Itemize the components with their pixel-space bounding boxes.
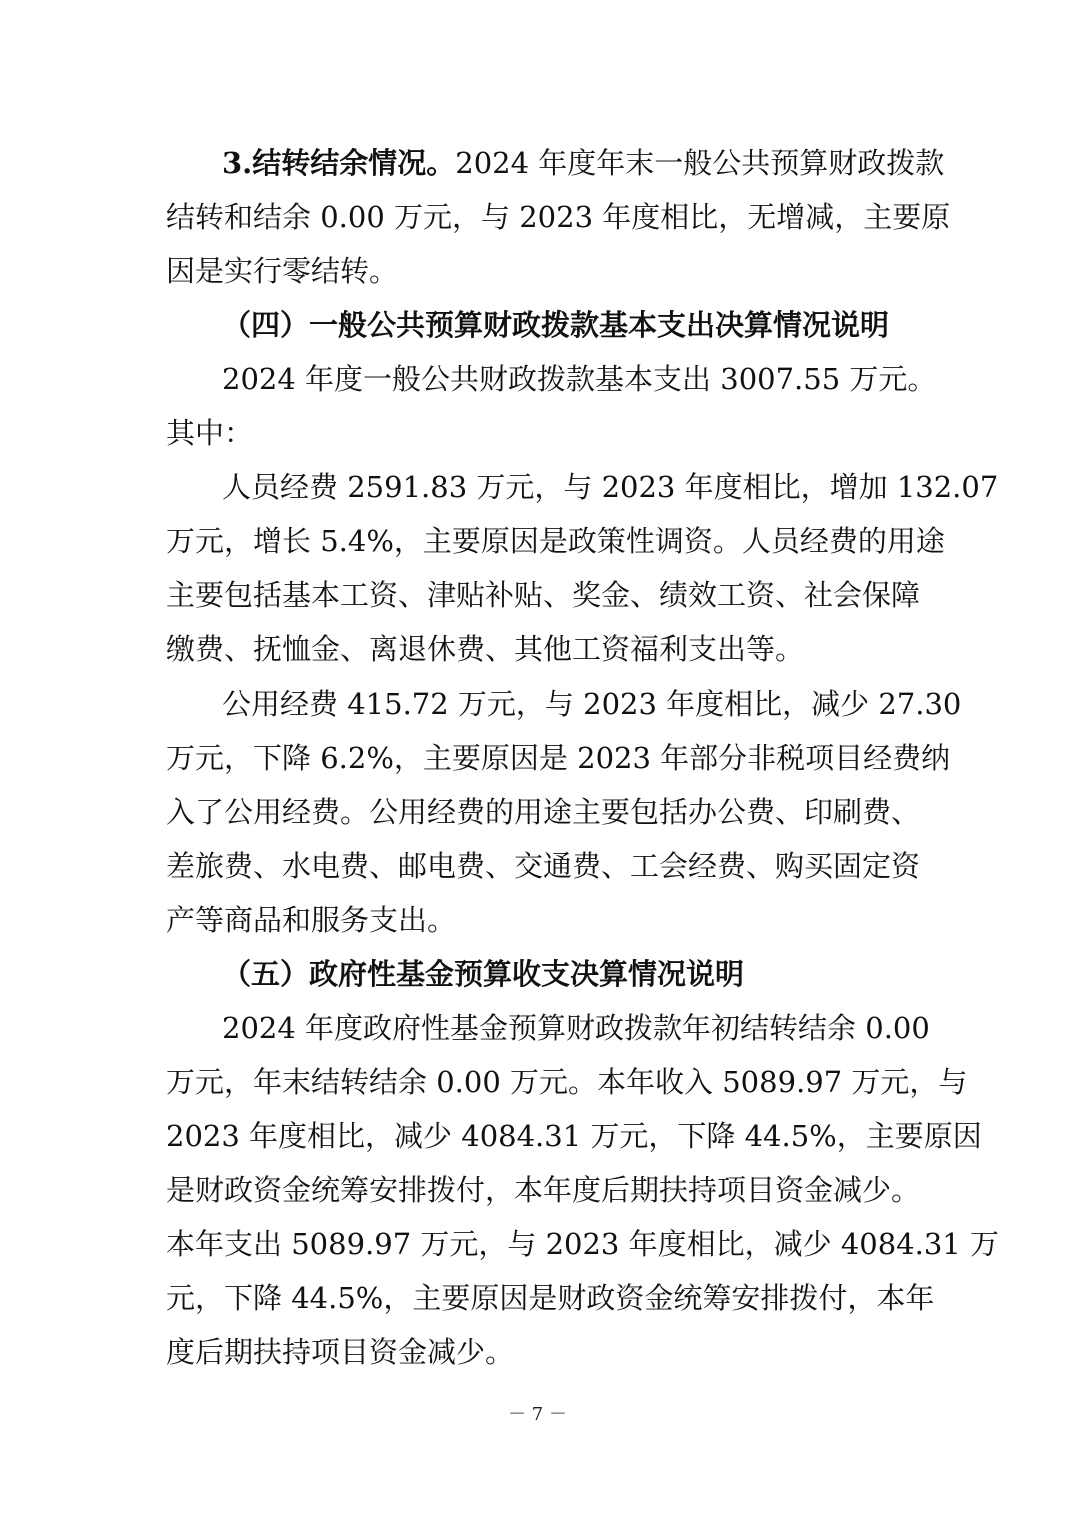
section-4-heading: （四）一般公共预算财政拨款基本支出决算情况说明 (222, 308, 890, 342)
paragraph-carryover-line-1 (222, 143, 945, 183)
section-4-intro-line-2: 其中： (166, 416, 254, 450)
public-line-5: 产等商品和服务支出。 (166, 903, 457, 937)
carryover-lead: 3.结转结余情况。 (222, 146, 456, 180)
section-5-line-7: 度后期扶持项目资金减少。 (166, 1335, 515, 1369)
public-line-2: 万元，下降 6.2%，主要原因是 2023 年部分非税项目经费纳 (166, 741, 951, 775)
personnel-line-1: 人员经费 2591.83 万元，与 2023 年度相比，增加 132.07 (222, 470, 999, 504)
section-5-heading: （五）政府性基金预算收支决算情况说明 (222, 957, 745, 991)
section-5-line-2: 万元，年末结转结余 0.00 万元。本年收入 5089.97 万元，与 (166, 1065, 968, 1099)
paragraph-carryover-line-2: 结转和结余 0.00 万元，与 2023 年度相比，无增减，主要原 (166, 200, 951, 234)
section-5-line-3: 2023 年度相比，减少 4084.31 万元，下降 44.5%，主要原因 (166, 1119, 982, 1153)
section-5-line-6: 元，下降 44.5%，主要原因是财政资金统筹安排拨付，本年 (166, 1281, 935, 1315)
public-line-3: 入了公用经费。公用经费的用途主要包括办公费、印刷费、 (166, 795, 921, 829)
page-number: － 7 － (508, 1404, 567, 1425)
personnel-line-3: 主要包括基本工资、津贴补贴、奖金、绩效工资、社会保障 (166, 578, 921, 612)
section-4-intro-line-1: 2024 年度一般公共财政拨款基本支出 3007.55 万元。 (222, 362, 937, 396)
section-5-line-4: 是财政资金统筹安排拨付，本年度后期扶持项目资金减少。 (166, 1173, 921, 1207)
public-line-4: 差旅费、水电费、邮电费、交通费、工会经费、购买固定资 (166, 849, 921, 883)
paragraph-carryover-line-3: 因是实行零结转。 (166, 254, 399, 288)
personnel-line-4: 缴费、抚恤金、离退休费、其他工资福利支出等。 (166, 632, 805, 666)
section-5-line-1: 2024 年度政府性基金预算财政拨款年初结转结余 0.00 (222, 1011, 930, 1045)
carryover-line-1-text: 2024 年度年末一般公共预算财政拨款 (455, 146, 945, 180)
personnel-line-2: 万元，增长 5.4%，主要原因是政策性调资。人员经费的用途 (166, 524, 945, 558)
section-5-line-5: 本年支出 5089.97 万元，与 2023 年度相比，减少 4084.31 万 (166, 1227, 999, 1261)
public-line-1: 公用经费 415.72 万元，与 2023 年度相比，减少 27.30 (222, 687, 962, 721)
